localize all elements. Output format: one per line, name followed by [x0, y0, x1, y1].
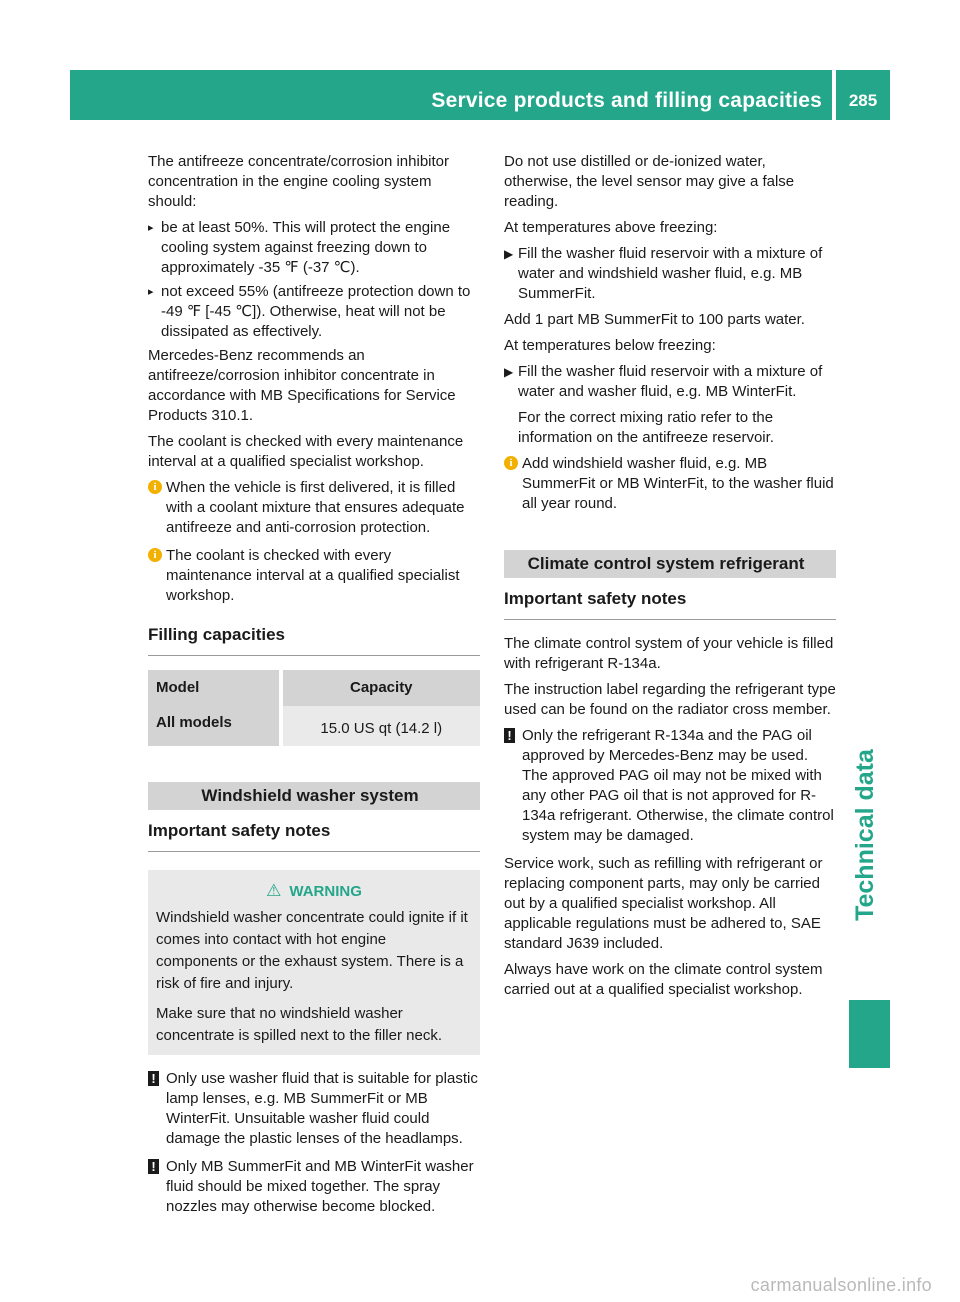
side-tab: [845, 690, 885, 980]
instruction-step: [504, 244, 836, 304]
table-header-model: Model: [148, 670, 279, 706]
info-note: [148, 478, 480, 538]
warning-label: WARNING: [289, 883, 362, 900]
table-row: [148, 706, 480, 746]
side-tab-label: Technical data: [851, 749, 879, 921]
page-number: 285: [848, 91, 878, 110]
table-header-row: [148, 670, 480, 706]
warning-box: [148, 870, 480, 1055]
page-title: Service products and filling capacities: [431, 89, 822, 112]
info-note-text: The coolant is checked with every maintenance interval at a qualified specialist workshop.: [166, 547, 460, 604]
paragraph: Always have work on the climate control system carried out at a qualified specialist workshop.: [504, 961, 823, 998]
info-icon: i: [504, 456, 518, 470]
notice-text: Only use washer fluid that is suitable for plastic lamp lenses, e.g. MB SummerFit or MB WinterFit. Unsuitable washer fluid could damage the plastic lenses of the headlamps.: [166, 1070, 478, 1147]
notice: [148, 1157, 480, 1217]
paragraph: Mercedes-Benz recommends an antifreeze/corrosion inhibitor concentrate in accordance with MB Specifications for Service Products 310.1.: [148, 347, 456, 424]
table-header-capacity: Capacity: [279, 670, 480, 706]
paragraph: At temperatures below freezing:: [504, 337, 716, 354]
warning-text: Make sure that no windshield washer concentrate is spilled next to the filler neck.: [156, 1005, 442, 1044]
notice: [504, 726, 836, 846]
bullet-item: ▸ not exceed 55% (antifreeze protection down to -49 ℉ [-45 ℃]). Otherwise, heat will not be dissipated as effectively.: [148, 282, 480, 342]
right-column: [504, 152, 836, 1006]
watermark: carmanualsonline.info: [750, 1275, 932, 1295]
notice-icon: !: [148, 1159, 159, 1174]
bullet-list: [148, 218, 480, 342]
paragraph: Add 1 part MB SummerFit to 100 parts water.: [504, 311, 805, 328]
warning-triangle-icon: ⚠: [266, 881, 282, 900]
paragraph: The coolant is checked with every maintenance interval at a qualified specialist workshop.: [148, 433, 464, 470]
info-note: [504, 454, 836, 514]
left-column: [148, 152, 480, 1225]
safety-notes-heading: Important safety notes: [148, 820, 480, 852]
paragraph: The instruction label regarding the refrigerant type used can be found on the radiator cross member.: [504, 681, 836, 718]
info-note-text: Add windshield washer fluid, e.g. MB SummerFit or MB WinterFit, to the washer fluid all year round.: [522, 455, 834, 512]
capacity-table: [148, 670, 480, 746]
filling-capacities-heading: Filling capacities: [148, 624, 480, 656]
notice-icon: !: [504, 728, 515, 743]
notice-text: Only MB SummerFit and MB WinterFit washer fluid should be mixed together. The spray nozzles may otherwise become blocked.: [166, 1158, 474, 1215]
info-note-text: When the vehicle is first delivered, it is filled with a coolant mixture that ensures adequate antifreeze and anti-corrosion protection.: [166, 479, 465, 536]
instruction-step: [504, 362, 836, 402]
notice-icon: !: [148, 1071, 159, 1086]
paragraph: Service work, such as refilling with refrigerant or replacing component parts, may only be carried out by a qualified specialist workshop. All applicable regulations must be adhered to, SAE standard J639 included.: [504, 855, 823, 952]
safety-notes-heading: Important safety notes: [504, 588, 836, 620]
paragraph: At temperatures above freezing:: [504, 219, 718, 236]
warning-header: [156, 880, 472, 903]
page-number-box: [836, 70, 890, 120]
step-arrow-icon: ▶: [504, 247, 514, 261]
notice: [148, 1069, 480, 1149]
step-text: Fill the washer fluid reservoir with a mixture of water and washer fluid, e.g. MB WinterFit.: [518, 363, 823, 400]
step-text: Fill the washer fluid reservoir with a mixture of water and windshield washer fluid, e.g. MB SummerFit.: [518, 245, 823, 302]
header-bar: [70, 70, 832, 120]
paragraph: The climate control system of your vehicle is filled with refrigerant R-134a.: [504, 635, 834, 672]
warning-text: Windshield washer concentrate could ignite if it comes into contact with hot engine components or the exhaust system. There is a risk of fire and injury.: [156, 909, 468, 992]
paragraph: The antifreeze concentrate/corrosion inhibitor concentration in the engine cooling system should:: [148, 153, 449, 210]
step-note: For the correct mixing ratio refer to the information on the antifreeze reservoir.: [518, 409, 774, 446]
table-cell-capacity: 15.0 US qt (14.2 l): [279, 706, 480, 746]
climate-section-heading: Climate control system refrigerant: [504, 550, 836, 578]
washer-section-heading: Windshield washer system: [148, 782, 480, 810]
notice-text: Only the refrigerant R-134a and the PAG oil approved by Mercedes-Benz may be used. The approved PAG oil may not be mixed with any other PAG oil that is not approved for R-134a refrigerant. Otherwise, the climate control system may be damaged.: [522, 727, 834, 844]
info-note: [148, 546, 480, 606]
bullet-item: ▸ be at least 50%. This will protect the engine cooling system against freezing down to approximately -35 ℉ (-37 ℃).: [148, 218, 480, 278]
info-icon: i: [148, 548, 162, 562]
paragraph: Do not use distilled or de-ionized water, otherwise, the level sensor may give a false reading.: [504, 153, 795, 210]
side-tab-marker: [849, 1000, 890, 1068]
step-arrow-icon: ▶: [504, 365, 514, 379]
info-icon: i: [148, 480, 162, 494]
table-cell-model: All models: [148, 706, 279, 746]
